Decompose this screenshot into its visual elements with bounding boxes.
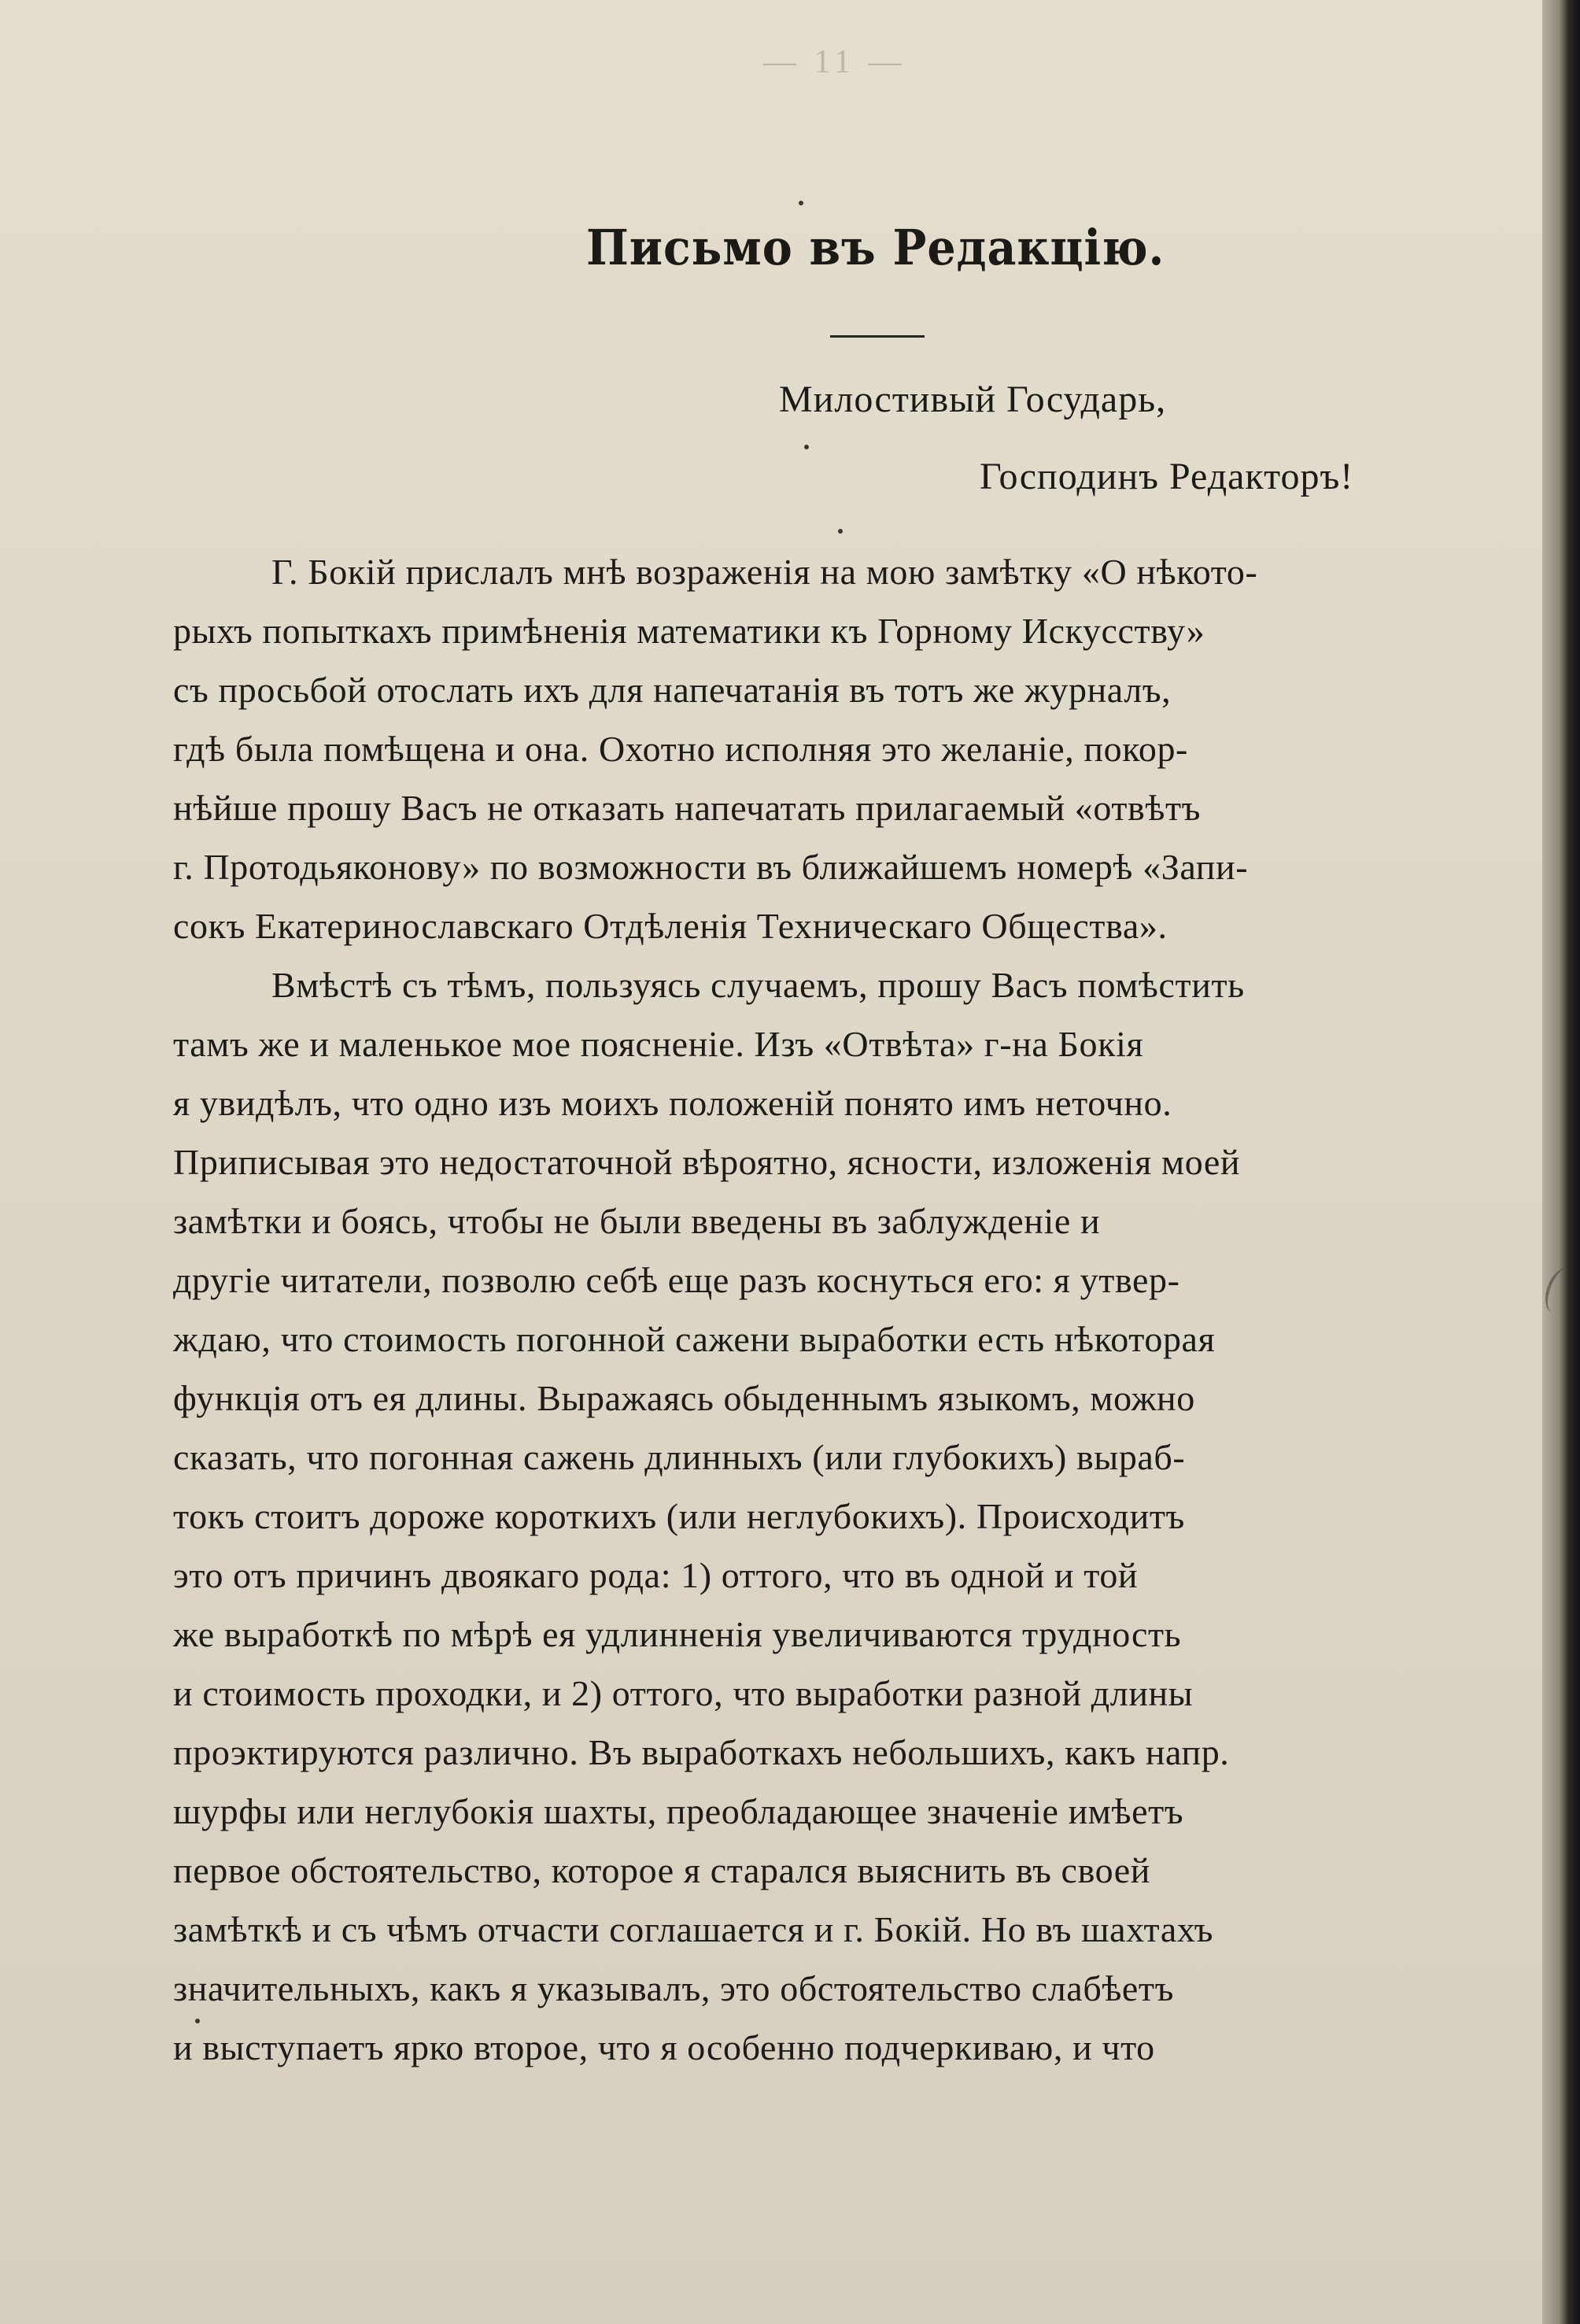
body-line-13: другіе читатели, позволю себѣ еще разъ коснуться его: я утвер- — [173, 1260, 1180, 1300]
body-line-12: замѣтки и боясь, чтобы не были введены въ заблужденіе и — [173, 1201, 1101, 1241]
book-binding-edge — [1542, 0, 1580, 2324]
body-line-16: сказать, что погонная сажень длинныхъ (или глубокихъ) выраб- — [173, 1437, 1186, 1477]
body-line-8: Вмѣстѣ съ тѣмъ, пользуясь случаемъ, прошу Васъ помѣстить — [271, 965, 1245, 1005]
body-line-21: проэктируются различно. Въ выработкахъ небольшихъ, какъ напр. — [173, 1732, 1230, 1772]
body-line-10: я увидѣлъ, что одно изъ моихъ положеній понято имъ неточно. — [173, 1083, 1172, 1123]
body-line-22: шурфы или неглубокія шахты, преобладающее значеніе имѣетъ — [173, 1791, 1184, 1831]
salutation-line-1: Милостивый Государь, — [779, 379, 1167, 420]
body-line-20: и стоимость проходки, и 2) оттого, что выработки разной длины — [173, 1673, 1194, 1713]
body-line-17: токъ стоитъ дороже короткихъ (или неглубокихъ). Происходитъ — [173, 1496, 1185, 1536]
body-line-9: тамъ же и маленькое мое поясненіе. Изъ «Отвѣта» г-на Бокія — [173, 1024, 1144, 1064]
letter-title: Письмо въ Редакцію. — [586, 219, 1165, 276]
body-line-18: это отъ причинъ двоякаго рода: 1) оттого, что въ одной и той — [173, 1555, 1139, 1595]
print-speck — [804, 445, 809, 449]
body-line-5: нѣйше прошу Васъ не отказать напечатать прилагаемый «отвѣтъ — [173, 788, 1202, 828]
body-line-14: ждаю, что стоимость погонной сажени выработки есть нѣкоторая — [173, 1319, 1216, 1359]
body-line-1: Г. Бокій прислалъ мнѣ возраженія на мою замѣтку «О нѣкото- — [271, 552, 1258, 592]
body-line-26: и выступаетъ ярко второе, что я особенно подчеркиваю, и что — [173, 2027, 1155, 2067]
salutation-line-2: Господинъ Редакторъ! — [980, 456, 1354, 497]
body-line-15: функція отъ ея длины. Выражаясь обыденнымъ языкомъ, можно — [173, 1378, 1195, 1418]
body-line-3: съ просьбой отослать ихъ для напечатанія въ тотъ же журналъ, — [173, 670, 1172, 710]
body-line-25: значительныхъ, какъ я указывалъ, это обстоятельство слабѣетъ — [173, 1968, 1175, 2008]
body-line-6: г. Протодьяконову» по возможности въ ближайшемъ номерѣ «Запи- — [173, 847, 1249, 887]
body-line-19: же выработкѣ по мѣрѣ ея удлинненія увеличиваются трудность — [173, 1614, 1182, 1654]
body-line-7: сокъ Екатеринославскаго Отдѣленія Техническаго Общества». — [173, 906, 1168, 946]
faint-page-number: — 11 — — [763, 44, 906, 80]
body-line-4: гдѣ была помѣщена и она. Охотно исполняя это желаніе, покор- — [173, 729, 1188, 769]
print-speck — [838, 529, 843, 534]
title-divider — [830, 335, 925, 338]
body-line-24: замѣткѣ и съ чѣмъ отчасти соглашается и г. Бокій. Но въ шахтахъ — [173, 1909, 1214, 1949]
body-line-11: Приписывая это недостаточной вѣроятно, ясности, изложенія моей — [173, 1142, 1241, 1182]
print-speck — [195, 2019, 200, 2023]
print-speck — [799, 201, 803, 205]
body-line-2: рыхъ попыткахъ примѣненія математики къ Горному Искусству» — [173, 611, 1205, 651]
body-line-23: первое обстоятельство, которое я старался выяснить въ своей — [173, 1850, 1150, 1890]
bleed-through-decoration — [165, 142, 174, 182]
